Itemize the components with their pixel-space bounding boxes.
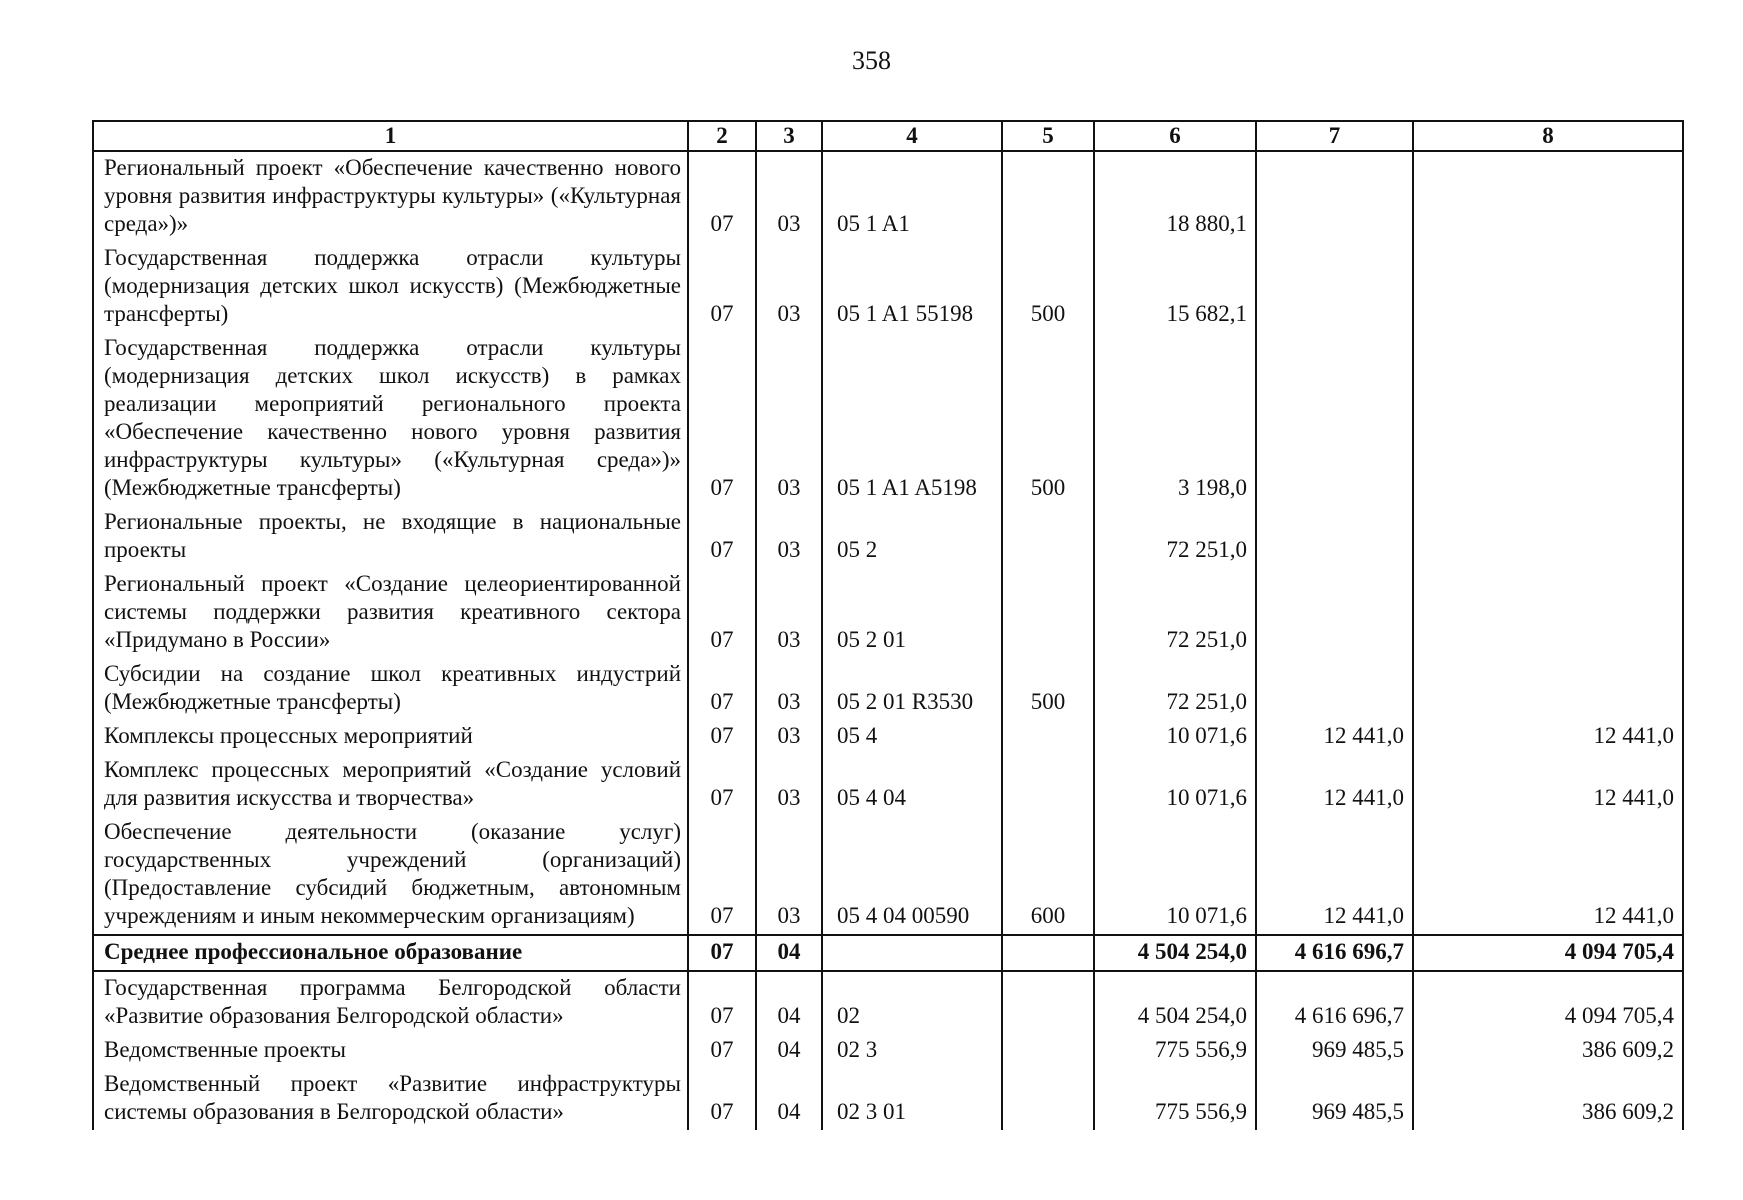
table-row <box>93 1068 1683 1130</box>
row-name: Ведомственные проекты <box>93 1034 688 1068</box>
budget-table <box>92 120 1684 1130</box>
row-amount-col6: 10 071,6 <box>1094 816 1256 935</box>
row-amount-col8: 386 609,2 <box>1413 1068 1683 1130</box>
row-amount-col6: 72 251,0 <box>1094 568 1256 658</box>
row-amount-col7 <box>1256 242 1413 332</box>
row-section: 07 <box>688 971 756 1034</box>
row-expense-type <box>1002 1034 1094 1068</box>
row-expense-type <box>1002 1068 1094 1130</box>
table-row <box>93 568 1683 658</box>
row-target-code: 05 2 01 <box>822 568 1002 658</box>
header-col-6: 6 <box>1094 121 1256 151</box>
row-section: 07 <box>688 568 756 658</box>
row-amount-col8 <box>1413 506 1683 568</box>
row-expense-type <box>1002 506 1094 568</box>
table-row <box>93 971 1683 1034</box>
row-subsection: 03 <box>756 754 822 816</box>
table-row <box>93 1034 1683 1068</box>
header-col-5: 5 <box>1002 121 1094 151</box>
row-subsection: 04 <box>756 1034 822 1068</box>
row-amount-col7: 12 441,0 <box>1256 720 1413 754</box>
row-name: Обеспечение деятельности (оказание услуг) государственных учреждений (организаций) (Предоставление субсидий бюджетным, автономным учреждениям и иным некоммерческим организациям) <box>93 816 688 935</box>
row-section: 07 <box>688 720 756 754</box>
table-row <box>93 151 1683 242</box>
table-row <box>93 720 1683 754</box>
row-amount-col8: 386 609,2 <box>1413 1034 1683 1068</box>
header-row <box>93 121 1683 151</box>
row-subsection: 04 <box>756 971 822 1034</box>
table-row <box>93 754 1683 816</box>
row-target-code <box>822 935 1002 971</box>
row-subsection: 03 <box>756 720 822 754</box>
row-amount-col6: 10 071,6 <box>1094 720 1256 754</box>
row-target-code: 05 4 04 00590 <box>822 816 1002 935</box>
row-name: Региональные проекты, не входящие в национальные проекты <box>93 506 688 568</box>
row-amount-col6: 72 251,0 <box>1094 506 1256 568</box>
row-amount-col8: 12 441,0 <box>1413 754 1683 816</box>
row-amount-col8: 4 094 705,4 <box>1413 935 1683 971</box>
row-amount-col7: 4 616 696,7 <box>1256 935 1413 971</box>
row-expense-type: 500 <box>1002 332 1094 506</box>
row-subsection: 03 <box>756 816 822 935</box>
row-section: 07 <box>688 1068 756 1130</box>
row-amount-col6: 15 682,1 <box>1094 242 1256 332</box>
row-section: 07 <box>688 1034 756 1068</box>
row-name: Среднее профессиональное образование <box>93 935 688 971</box>
row-subsection: 03 <box>756 506 822 568</box>
row-amount-col8: 4 094 705,4 <box>1413 971 1683 1034</box>
table-row <box>93 332 1683 506</box>
row-target-code: 05 4 04 <box>822 754 1002 816</box>
row-expense-type <box>1002 935 1094 971</box>
row-amount-col6: 4 504 254,0 <box>1094 935 1256 971</box>
row-section: 07 <box>688 332 756 506</box>
row-subsection: 03 <box>756 658 822 720</box>
row-subsection: 04 <box>756 1068 822 1130</box>
row-target-code: 02 <box>822 971 1002 1034</box>
row-target-code: 05 1 A1 A5198 <box>822 332 1002 506</box>
row-expense-type <box>1002 720 1094 754</box>
table-row <box>93 242 1683 332</box>
row-amount-col8 <box>1413 151 1683 242</box>
table-body <box>93 151 1683 1130</box>
header-col-7: 7 <box>1256 121 1413 151</box>
header-col-4: 4 <box>822 121 1002 151</box>
table-row <box>93 506 1683 568</box>
row-amount-col6: 72 251,0 <box>1094 658 1256 720</box>
row-amount-col7: 969 485,5 <box>1256 1068 1413 1130</box>
row-expense-type: 500 <box>1002 242 1094 332</box>
row-expense-type: 600 <box>1002 816 1094 935</box>
row-amount-col7: 12 441,0 <box>1256 816 1413 935</box>
table-row <box>93 658 1683 720</box>
row-subsection: 03 <box>756 332 822 506</box>
row-section: 07 <box>688 816 756 935</box>
row-amount-col8 <box>1413 658 1683 720</box>
row-expense-type <box>1002 568 1094 658</box>
row-expense-type <box>1002 151 1094 242</box>
row-section: 07 <box>688 754 756 816</box>
row-name: Комплекс процессных мероприятий «Создание условий для развития искусства и творчества» <box>93 754 688 816</box>
row-target-code: 05 1 A1 55198 <box>822 242 1002 332</box>
row-amount-col7 <box>1256 151 1413 242</box>
row-subsection: 03 <box>756 151 822 242</box>
row-section: 07 <box>688 242 756 332</box>
row-target-code: 05 1 A1 <box>822 151 1002 242</box>
row-name: Региональный проект «Обеспечение качественно нового уровня развития инфраструктуры культуры» («Культурная среда»)» <box>93 151 688 242</box>
row-amount-col7 <box>1256 568 1413 658</box>
row-amount-col7 <box>1256 332 1413 506</box>
row-amount-col6: 4 504 254,0 <box>1094 971 1256 1034</box>
row-amount-col8 <box>1413 568 1683 658</box>
row-expense-type <box>1002 754 1094 816</box>
row-section: 07 <box>688 935 756 971</box>
header-col-1: 1 <box>93 121 688 151</box>
row-amount-col7: 4 616 696,7 <box>1256 971 1413 1034</box>
row-target-code: 05 4 <box>822 720 1002 754</box>
row-section: 07 <box>688 658 756 720</box>
row-amount-col8 <box>1413 332 1683 506</box>
row-target-code: 05 2 <box>822 506 1002 568</box>
row-subsection: 03 <box>756 242 822 332</box>
header-col-8: 8 <box>1413 121 1683 151</box>
row-name: Субсидии на создание школ креативных индустрий (Межбюджетные трансферты) <box>93 658 688 720</box>
row-name: Региональный проект «Создание целеориентированной системы поддержки развития креативного сектора «Придумано в России» <box>93 568 688 658</box>
row-amount-col7: 969 485,5 <box>1256 1034 1413 1068</box>
row-name: Государственная программа Белгородской области «Развитие образования Белгородской области» <box>93 971 688 1034</box>
row-amount-col8: 12 441,0 <box>1413 816 1683 935</box>
row-target-code: 02 3 <box>822 1034 1002 1068</box>
row-amount-col6: 10 071,6 <box>1094 754 1256 816</box>
row-section: 07 <box>688 506 756 568</box>
row-amount-col6: 775 556,9 <box>1094 1034 1256 1068</box>
row-amount-col6: 18 880,1 <box>1094 151 1256 242</box>
row-name: Государственная поддержка отрасли культуры (модернизация детских школ искусств) в рамках реализации мероприятий регионального проекта «Обеспечение качественно нового уровня развития инфраструктуры культуры» («Культурная среда»)» (Межбюджетные трансферты) <box>93 332 688 506</box>
page-number: 358 <box>852 46 891 75</box>
row-subsection: 04 <box>756 935 822 971</box>
row-section: 07 <box>688 151 756 242</box>
row-name: Ведомственный проект «Развитие инфраструктуры системы образования в Белгородской области» <box>93 1068 688 1130</box>
row-subsection: 03 <box>756 568 822 658</box>
row-name: Государственная поддержка отрасли культуры (модернизация детских школ искусств) (Межбюджетные трансферты) <box>93 242 688 332</box>
row-amount-col8: 12 441,0 <box>1413 720 1683 754</box>
row-amount-col8 <box>1413 242 1683 332</box>
row-amount-col6: 3 198,0 <box>1094 332 1256 506</box>
header-col-3: 3 <box>756 121 822 151</box>
row-name: Комплексы процессных мероприятий <box>93 720 688 754</box>
row-expense-type <box>1002 971 1094 1034</box>
row-target-code: 02 3 01 <box>822 1068 1002 1130</box>
row-amount-col7 <box>1256 658 1413 720</box>
table-row <box>93 935 1683 971</box>
header-col-2: 2 <box>688 121 756 151</box>
row-amount-col7: 12 441,0 <box>1256 754 1413 816</box>
row-target-code: 05 2 01 R3530 <box>822 658 1002 720</box>
row-amount-col7 <box>1256 506 1413 568</box>
table-row <box>93 816 1683 935</box>
row-expense-type: 500 <box>1002 658 1094 720</box>
row-amount-col6: 775 556,9 <box>1094 1068 1256 1130</box>
